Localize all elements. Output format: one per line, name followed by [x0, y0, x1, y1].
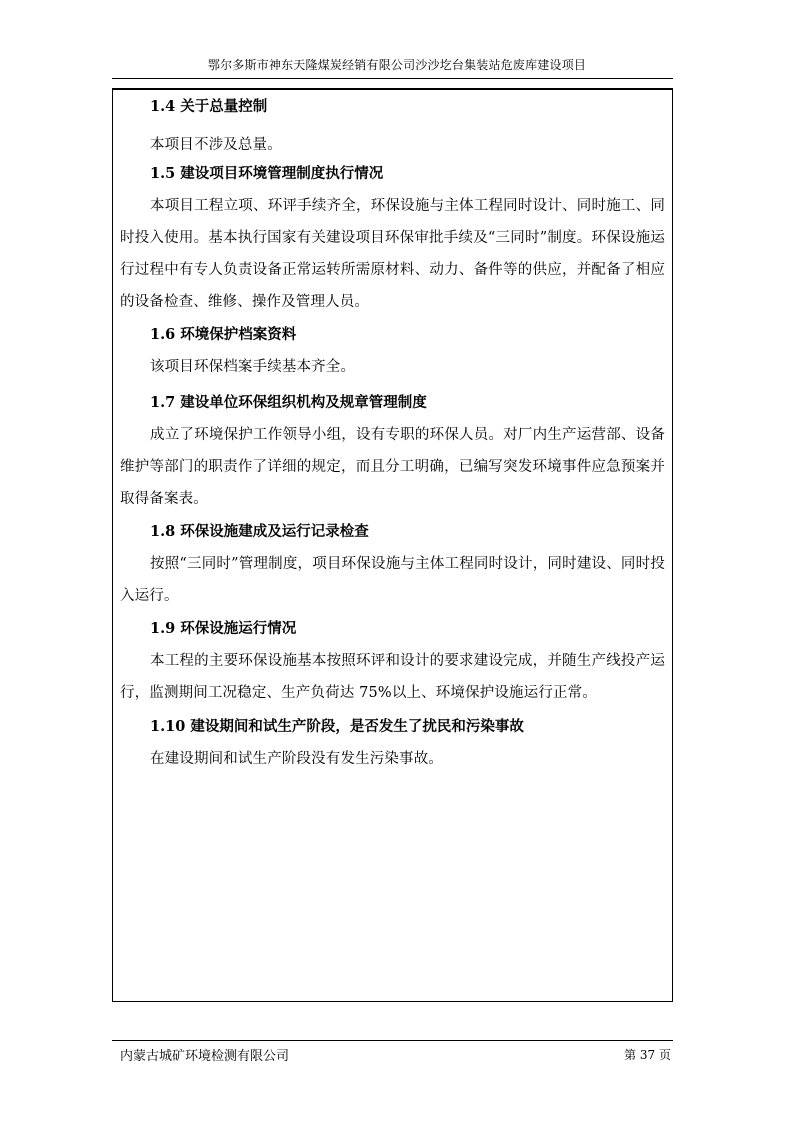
section-1-8 [120, 522, 665, 612]
header-divider [112, 78, 673, 79]
section-body: 在建设期间和试生产阶段没有发生污染事故。 [150, 751, 443, 767]
frame-double-rule [113, 89, 672, 90]
section-body: 本工程的主要环保设施基本按照环评和设计的要求建设完成，并随生产线投产运行，监测期间工况稳定、生产负荷达 75%以上、环境保护设施运行正常。 [120, 653, 665, 701]
section-body: 本项目工程立项、环评手续齐全，环保设施与主体工程同时设计、同时施工、同时投入使用。基本执行国家有关建设项目环保审批手续及“三同时”制度。环保设施运行过程中有专人负责设备正常运转所需原材料、动力、备件等的供应，并配备了相应的设备检查、维修、操作及管理人员。 [120, 198, 665, 310]
footer-divider [112, 1040, 673, 1041]
section-1-5 [120, 164, 665, 318]
section-heading: 1.5 建设项目环境管理制度执行情况 [150, 165, 384, 182]
section-body: 成立了环境保护工作领导小组，设有专职的环保人员。对厂内生产运营部、设备维护等部门的职责作了详细的规定，而且分工明确，已编写突发环境事件应急预案并取得备案表。 [120, 427, 665, 507]
section-1-9 [120, 619, 665, 709]
section-heading: 1.9 环保设施运行情况 [150, 620, 297, 637]
section-1-7 [120, 393, 665, 515]
section-heading: 1.6 环境保护档案资料 [150, 326, 297, 343]
document-header-title: 鄂尔多斯市神东天隆煤炭经销有限公司沙沙圪台集装站危废库建设项目 [207, 58, 587, 72]
section-heading: 1.7 建设单位环保组织机构及规章管理制度 [150, 394, 427, 411]
section-body: 本项目不涉及总量。 [150, 137, 282, 153]
section-1-4 [120, 97, 665, 161]
section-heading: 1.8 环保设施建成及运行记录检查 [150, 523, 369, 540]
section-body: 按照“三同时”管理制度，项目环保设施与主体工程同时设计，同时建设、同时投入运行。 [120, 556, 665, 604]
footer-company: 内蒙古城矿环境检测有限公司 [120, 1049, 290, 1064]
section-heading: 1.10 建设期间和试生产阶段，是否发生了扰民和污染事故 [150, 718, 524, 735]
section-heading: 1.4 关于总量控制 [150, 98, 268, 115]
section-1-10 [120, 717, 665, 775]
page-number: 第 37 页 [624, 1048, 671, 1062]
section-1-6 [120, 325, 665, 383]
section-body: 该项目环保档案手续基本齐全。 [150, 359, 356, 375]
